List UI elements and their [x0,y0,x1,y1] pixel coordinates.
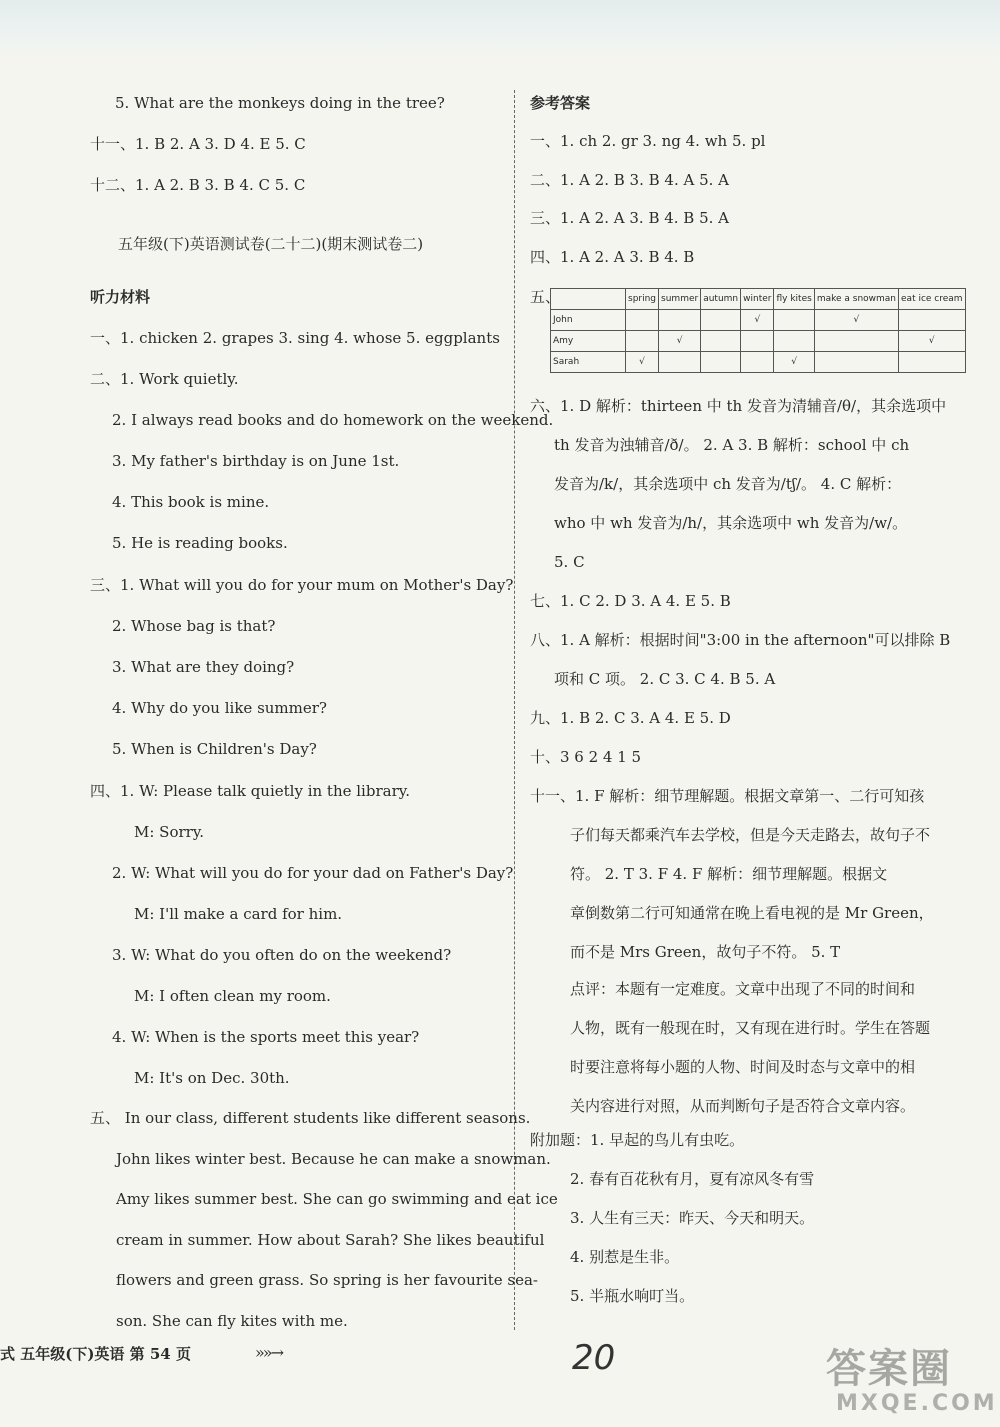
dialogue-2-w: 2. W: What will you do for your dad on Father's Day? [112,864,514,882]
passage-line-6: son. She can fly kites with me. [116,1312,348,1330]
answer-s6-line-5: 5. C [554,553,585,571]
dialogue-4-m: M: It's on Dec. 30th. [134,1069,290,1087]
table-header-row [551,289,966,310]
listening-s3-4: 4. Why do you like summer? [112,699,327,717]
bonus-line-2: 2. 春有百花秋有月，夏有凉风冬有雪 [570,1170,815,1188]
table-cell [701,352,741,373]
seasons-table [550,288,966,373]
handwritten-note: 20 [572,1338,616,1378]
passage-line-1: 五、 In our class, different students like different seasons. [90,1109,531,1127]
comment-line-4: 关内容进行对照，从而判断句子是否符合文章内容。 [570,1097,916,1115]
listening-s3-2: 2. Whose bag is that? [112,617,276,635]
footer-arrow-icon: »»→ [255,1343,282,1362]
answer-s9: 九、1. B 2. C 3. A 4. E 5. D [530,709,731,727]
table-cell: √ [659,331,701,352]
table-row [551,331,966,352]
bonus-line-3: 3. 人生有三天：昨天、今天和明天。 [570,1209,815,1227]
table-header-cell: eat ice cream [899,289,966,310]
table-cell: Sarah [551,352,626,373]
left-q5-line: 5. What are the monkeys doing in the tree? [115,94,445,112]
answer-s6-line-4: who 中 wh 发音为/h/，其余选项中 wh 发音为/w/。 [554,514,908,532]
watermark-logo [818,1335,998,1423]
listening-s2-1: 二、1. Work quietly. [90,370,239,388]
listening-s3-5: 5. When is Children's Day? [112,740,317,758]
table-cell [626,310,659,331]
dialogue-4-w: 4. W: When is the sports meet this year? [112,1028,420,1046]
table-cell [741,331,774,352]
table-cell: John [551,310,626,331]
table-cell: √ [899,331,966,352]
table-header-cell: summer [659,289,701,310]
table-cell [701,310,741,331]
listening-heading: 听力材料 [90,288,151,306]
table-cell: √ [814,310,898,331]
table-cell: √ [626,352,659,373]
answer-s11-line-3: 符。 2. T 3. F 4. F 解析：细节理解题。根据文 [570,865,888,883]
table-cell: √ [774,352,814,373]
table-header-cell: spring [626,289,659,310]
top-scan-band [0,0,1000,60]
table-cell [774,331,814,352]
listening-s2-4: 4. This book is mine. [112,493,270,511]
answer-s4: 四、1. A 2. A 3. B 4. B [530,248,695,266]
comment-line-2: 人物，既有一般现在时，又有现在进行时。学生在答题 [570,1019,931,1037]
table-cell [899,352,966,373]
table-cell [774,310,814,331]
left-section-12: 十二、1. A 2. B 3. B 4. C 5. C [90,176,306,194]
listening-s2-5: 5. He is reading books. [112,534,288,552]
dialogue-1-m: M: Sorry. [134,823,205,841]
passage-line-4: cream in summer. How about Sarah? She likes beautiful [116,1231,545,1249]
listening-s2-3: 3. My father's birthday is on June 1st. [112,452,400,470]
dialogue-3-m: M: I often clean my room. [134,987,331,1005]
table-header-cell: autumn [701,289,741,310]
watermark-line-1: 答案圈 [826,1346,952,1392]
answer-s7: 七、1. C 2. D 3. A 4. E 5. B [530,592,731,610]
table-header-cell: winter [741,289,774,310]
page-footer: 式 五年级(下)英语 第 54 页 [0,1345,191,1363]
answer-s8-line-2: 项和 C 项。 2. C 3. C 4. B 5. A [554,670,776,688]
answer-s5-label: 五、 [530,288,561,306]
answers-heading: 参考答案 [530,94,591,112]
answer-s2: 二、1. A 2. B 3. B 4. A 5. A [530,171,730,189]
test-title: 五年级(下)英语测试卷(二十二)(期末测试卷二) [118,235,424,253]
answer-s8-line-1: 八、1. A 解析：根据时间"3:00 in the afternoon"可以排除 B [530,631,951,649]
dialogue-2-m: M: I'll make a card for him. [134,905,343,923]
table-cell [659,352,701,373]
answer-s11-line-1: 十一、1. F 解析：细节理解题。根据文章第一、二行可知孩 [530,787,925,805]
table-row [551,310,966,331]
passage-line-3: Amy likes summer best. She can go swimming and eat ice [116,1190,558,1208]
table-header-cell [551,289,626,310]
listening-s1: 一、1. chicken 2. grapes 3. sing 4. whose 5. eggplants [90,329,500,347]
table-cell [899,310,966,331]
table-cell [741,352,774,373]
answer-s1: 一、1. ch 2. gr 3. ng 4. wh 5. pl [530,132,766,150]
comment-line-3: 时要注意将每小题的人物、时间及时态与文章中的相 [570,1058,916,1076]
table-cell [814,352,898,373]
answer-s6-line-3: 发音为/k/，其余选项中 ch 发音为/tʃ/。 4. C 解析： [554,475,902,493]
left-section-11: 十一、1. B 2. A 3. D 4. E 5. C [90,135,306,153]
listening-s3-3: 3. What are they doing? [112,658,295,676]
table-row [551,352,966,373]
table-cell [659,310,701,331]
table-header-cell: fly kites [774,289,814,310]
comment-line-1: 点评：本题有一定难度。文章中出现了不同的时间和 [570,980,916,998]
watermark-line-2: MXQE.COM [836,1391,998,1416]
answer-s10: 十、3 6 2 4 1 5 [530,748,642,766]
table-cell: Amy [551,331,626,352]
passage-line-5: flowers and green grass. So spring is her favourite sea- [116,1271,538,1289]
table-cell [626,331,659,352]
bonus-line-5: 5. 半瓶水响叮当。 [570,1287,695,1305]
passage-line-2: John likes winter best. Because he can make a snowman. [116,1150,551,1168]
table-header-cell: make a snowman [814,289,898,310]
answer-s6-line-1: 六、1. D 解析：thirteen 中 th 发音为清辅音/θ/，其余选项中 [530,397,947,415]
answer-s11-line-5: 而不是 Mrs Green，故句子不符。 5. T [570,943,841,961]
listening-s2-2: 2. I always read books and do homework on the weekend. [112,411,554,429]
listening-s3-1: 三、1. What will you do for your mum on Mother's Day? [90,576,514,594]
answer-s3: 三、1. A 2. A 3. B 4. B 5. A [530,209,730,227]
table-cell [701,331,741,352]
table-cell: √ [741,310,774,331]
answer-s6-line-2: th 发音为浊辅音/ð/。 2. A 3. B 解析：school 中 ch [554,436,910,454]
bonus-line-4: 4. 别惹是生非。 [570,1248,680,1266]
answer-s11-line-2: 子们每天都乘汽车去学校，但是今天走路去，故句子不 [570,826,931,844]
column-divider [514,90,515,1330]
table-cell [814,331,898,352]
dialogue-1-w: 四、1. W: Please talk quietly in the library. [90,782,410,800]
answer-s11-line-4: 章倒数第二行可知通常在晚上看电视的是 Mr Green， [570,904,934,922]
bonus-line-1: 附加题：1. 早起的鸟儿有虫吃。 [530,1131,745,1149]
dialogue-3-w: 3. W: What do you often do on the weekend? [112,946,452,964]
